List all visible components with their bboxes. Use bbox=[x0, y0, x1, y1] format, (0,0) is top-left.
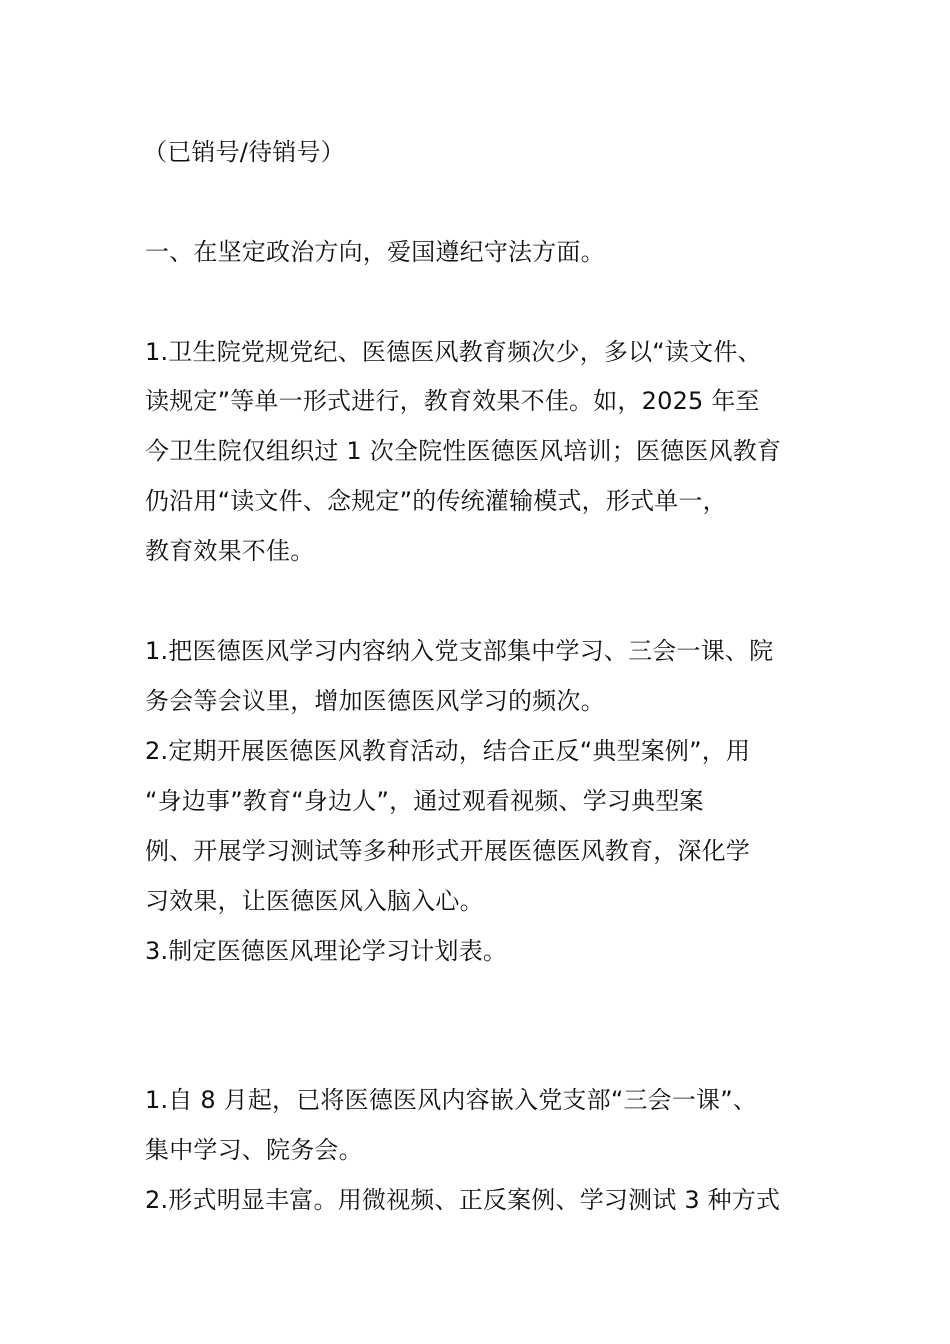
problem-line: 教育效果不佳。 bbox=[145, 537, 315, 565]
measure-line: 例、开展学习测试等多种形式开展医德医风教育，深化学 bbox=[145, 837, 750, 865]
result-line: 2.形式明显丰富。用微视频、正反案例、学习测试 3 种方式 bbox=[145, 1186, 781, 1214]
section-heading: 一、在坚定政治方向，爱国遵纪守法方面。 bbox=[145, 238, 605, 266]
measure-line: 3.制定医德医风理论学习计划表。 bbox=[145, 937, 508, 965]
measure-line: “身边事”教育“身边人”，通过观看视频、学习典型案 bbox=[145, 787, 704, 815]
result-line: 1.自 8 月起，已将医德医风内容嵌入党支部“三会一课”、 bbox=[145, 1086, 758, 1114]
problem-line: 今卫生院仅组织过 1 次全院性医德医风培训；医德医风教育 bbox=[145, 437, 782, 465]
status-label: （已销号/待销号） bbox=[143, 138, 345, 166]
measure-line: 2.定期开展医德医风教育活动，结合正反“典型案例”，用 bbox=[145, 737, 751, 765]
measure-line: 1.把医德医风学习内容纳入党支部集中学习、三会一课、院 bbox=[145, 637, 774, 665]
problem-line: 读规定”等单一形式进行，教育效果不佳。如，2025 年至 bbox=[145, 387, 760, 415]
result-line: 集中学习、院务会。 bbox=[145, 1136, 363, 1164]
problem-line: 1.卫生院党规党纪、医德医风教育频次少，多以“读文件、 bbox=[145, 338, 762, 366]
measure-line: 务会等会议里，增加医德医风学习的频次。 bbox=[145, 687, 605, 715]
measure-line: 习效果，让医德医风入脑入心。 bbox=[145, 887, 484, 915]
problem-line: 仍沿用“读文件、念规定”的传统灌输模式，形式单一， bbox=[145, 487, 727, 515]
